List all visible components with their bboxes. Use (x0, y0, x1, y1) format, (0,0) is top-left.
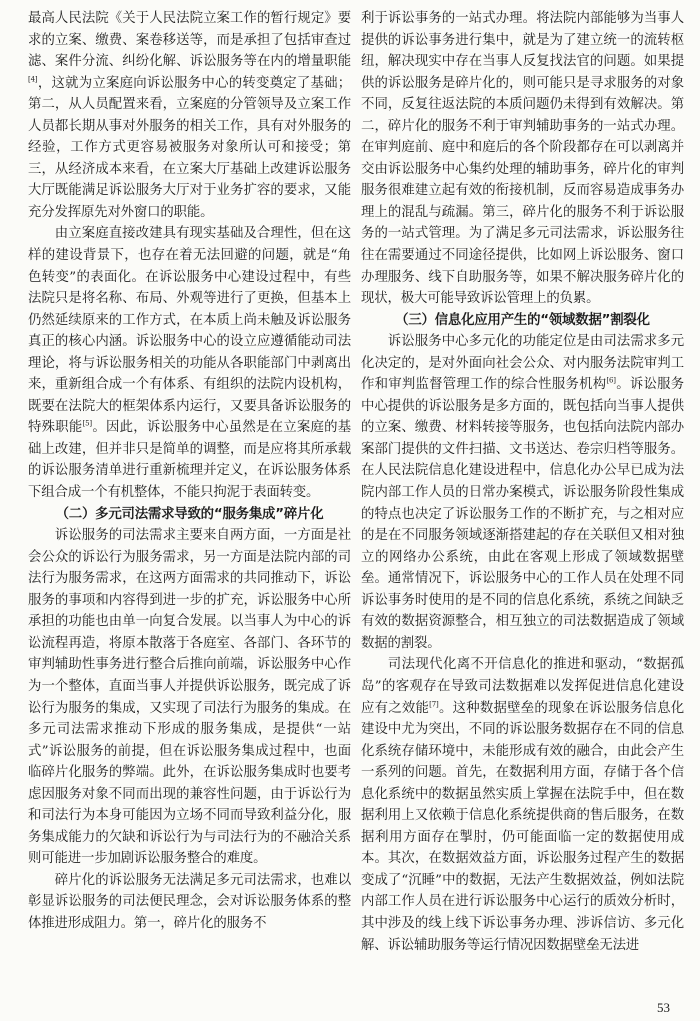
paragraph-text: 由立案庭直接改建具有现实基础及合理性，但在这样的建设背景下，也存在着无法回避的问题，就是“角色转变”的表面化。在诉讼服务中心建设过程中，有些法院只是将名称、布局、外观等进行了更换，但基本上仍然延续原来的工作方式，在本质上尚未触及诉讼服务真正的核心内涵。诉讼服务中心的设立应遵循能动司法理论，将与诉讼服务相关的功能从各职能部门中剥离出来，重新组合成一个有体系、有组织的法院内设机构，既要在法院大的框架体系内运行，又要具备诉讼服务的特殊职能 (28, 226, 351, 436)
paragraph-text: 最高人民法院《关于人民法院立案工作的暂行规定》要求的立案、缴费、案卷移送等，而是承担了包括审查过滤、案件分流、纠纷化解、诉讼服务等在内的增量职能 (28, 11, 351, 70)
citation-marker: [6] (606, 376, 616, 385)
citation-marker: [4] (28, 75, 38, 84)
section-heading: （二）多元司法需求导致的“服务集成”碎片化 (55, 506, 324, 522)
paragraph-text: 。诉讼服务中心提供的诉讼服务是多方面的，既包括向当事人提供的立案、缴费、材料转接等服务，也包括向法院内部办案部门提供的文件扫描、文书送达、卷宗归档等服务。在人民法院信息化建设进程中，信息化办公早已成为法院内部工作人员的日常办案模式，诉讼服务阶段性集成的特点也决定了诉讼服务工作的不断扩充，与之相对应的是在不同服务领域逐渐搭建起的存在关联但又相对独立的网络办公系统，由此在客观上形成了领域数据壁垒。通常情况下，诉讼服务中心的工作人员在处理不同诉讼事务时使用的是不同的信息化系统，系统之间缺乏有效的数据资源整合，相互独立的司法数据造成了领域数据的割裂。 (361, 377, 684, 651)
right-column (361, 8, 684, 956)
citation-marker: [5] (82, 419, 92, 428)
body-paragraph (28, 223, 351, 503)
paragraph-text: 。这种数据壁垒的现象在诉讼服务信息化建设中尤为突出，不同的诉讼服务数据存在不同的信息化系统存储环境中，未能形成有效的融合，由此会产生一系列的问题。首先，在数据利用方面，存储于各个信息化系统中的数据虽然实质上掌握在法院手中，但在数据利用上又依赖于信息化系统提供商的售后服务，在数据利用方面存在掣肘，仍可能面临一定的数据使用成本。其次，在数据效益方面，诉讼服务过程产生的数据变成了“沉睡”中的数据，无法产生数据效益，例如法院内部工作人员在进行诉讼服务中心运行的质效分析时，其中涉及的线上线下诉讼事务办理、涉诉信访、多元化解、诉讼辅助服务等运行情况因数据壁垒无法进 (361, 700, 684, 953)
paragraph-text: 。因此，诉讼服务中心虽然是在立案庭的基础上改建，但并非只是简单的调整，而是应将其所承载的诉讼服务清单进行重新梳理并定义，在诉讼服务体系下组合成一个有机整体，不能只拘泥于表面转变。 (28, 420, 351, 501)
page-number: 53 (657, 1000, 670, 1015)
paragraph-text: 司法现代化离不开信息化的推进和驱动，“数据孤岛”的客观存在导致司法数据难以发挥促进信息化建设应有之效能 (361, 657, 684, 716)
body-paragraph (361, 331, 684, 654)
paragraph-text: 诉讼服务中心多元化的功能定位是由司法需求多元化决定的，是对外面向社会公众、对内服务法院审判工作和审判监督管理工作的综合性服务机构 (361, 334, 684, 393)
section-heading: （三）信息化应用产生的“领域数据”割裂化 (395, 312, 650, 328)
citation-marker: [7] (429, 700, 439, 709)
body-paragraph (361, 654, 684, 956)
body-paragraph: 诉讼服务的司法需求主要来自两方面，一方面是社会公众的诉讼行为服务需求，另一方面是法院内部的司法行为服务需求，在这两方面需求的共同推动下，诉讼服务的事项和内容得到进一步的扩充，诉讼服务中心所承担的功能也由单一向复合发展。以当事人为中心的诉讼流程再造，将原本散落于各庭室、各部门、各环节的审判辅助性事务进行整合后推向前端，诉讼服务中心作为一个整体，直面当事人并提供诉讼服务，既完成了诉讼行为服务的集成，又实现了司法行为服务的集成。在多元司法需求推动下形成的服务集成，是提供“一站式”诉讼服务的前提，但在诉讼服务集成过程中，也面临碎片化服务的弊端。此外，在诉讼服务集成时也要考虑因服务对象不同而出现的兼容性问题，由于诉讼行为和司法行为本身可能因为立场不同而导致利益分化，服务集成能力的欠缺和诉讼行为与司法行为的不融洽关系则可能进一步加剧诉讼服务整合的难度。 (28, 528, 351, 867)
left-column (28, 8, 351, 935)
body-paragraph (28, 8, 351, 223)
body-paragraph: 利于诉讼事务的一站式办理。将法院内部能够为当事人提供的诉讼事务进行集中，就是为了建立统一的流转枢纽，解决现实中存在当事人反复找法官的问题。如果提供的诉讼服务是碎片化的，则可能只是寻求服务的对象不同，反复往返法院的本质问题仍未得到有效解决。第二，碎片化的服务不利于审判辅助事务的一站式办理。在审判庭前、庭中和庭后的各个阶段都存在可以剥离并交由诉讼服务中心集约处理的辅助事务，碎片化的审判服务很难建立起有效的衔接机制，反而容易造成事务办理上的混乱与疏漏。第三，碎片化的服务不利于诉讼服务的一站式管理。为了满足多元司法需求，诉讼服务往往在需要通过不同途径提供，比如网上诉讼服务、窗口办理服务、线下自助服务等，如果不解决服务碎片化的现状，极大可能导致诉讼管理上的负累。 (361, 11, 684, 307)
body-paragraph: 碎片化的诉讼服务无法满足多元司法需求，也难以彰显诉讼服务的司法便民理念，会对诉讼服务体系的整体推进形成阻力。第一，碎片化的服务不 (28, 872, 351, 931)
paragraph-text: ，这就为立案庭向诉讼服务中心的转变奠定了基础；第二，从人员配置来看，立案庭的分管领导及立案工作人员都长期从事对外服务的相关工作，具有对外服务的经验，工作方式更容易被服务对象所认可和接受；第三，从经济成本来看，在立案大厅基础上改建诉讼服务大厅既能满足诉讼服务大厅对于业务扩容的要求，又能充分发挥原先对外窗口的职能。 (28, 75, 351, 220)
